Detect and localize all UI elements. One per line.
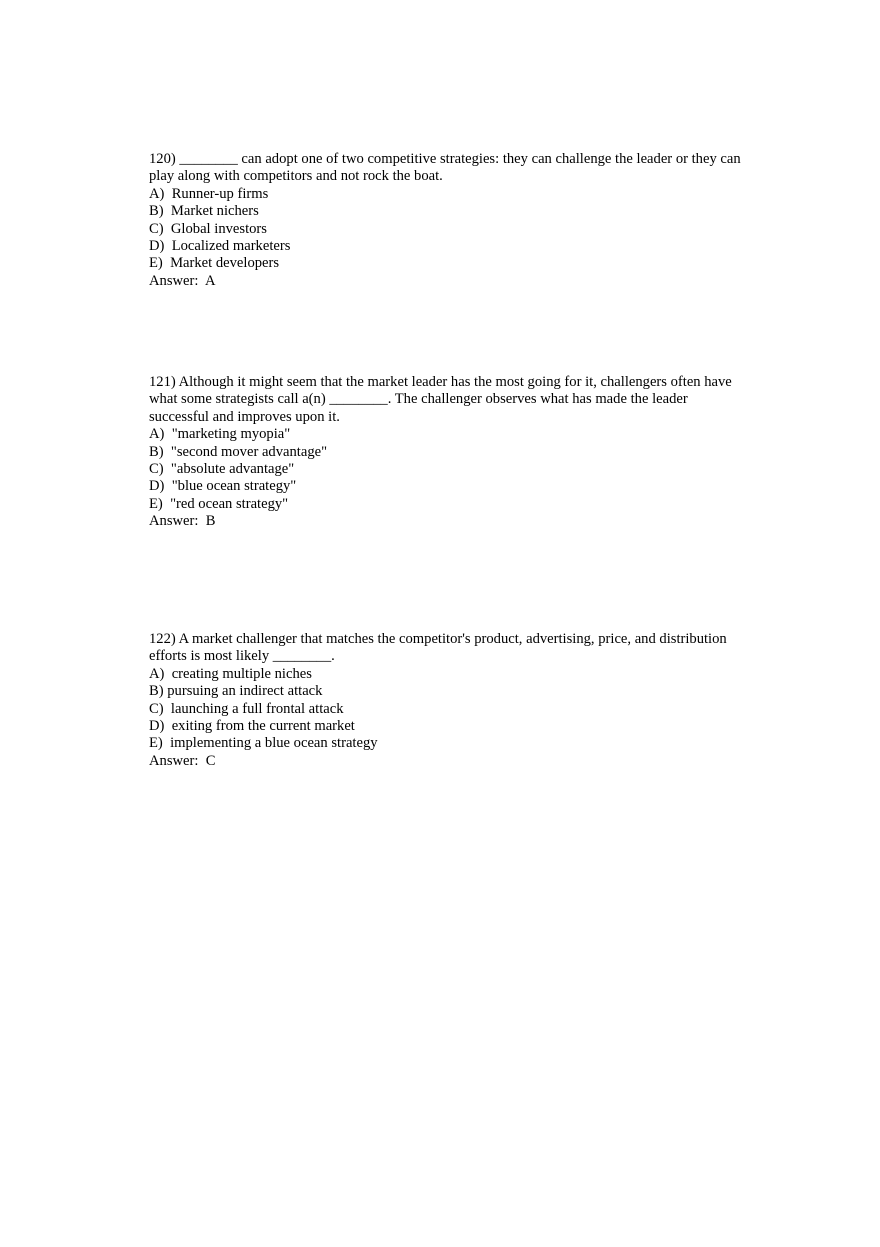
question-stem: 120) ________ can adopt one of two competitive strategies: they can challenge the leader or they can play along with competitors and not rock the boat.: [149, 151, 741, 185]
question-121: [149, 374, 749, 531]
option-a: A) creating multiple niches: [149, 665, 312, 682]
question-120: [149, 151, 749, 290]
option-c: C) "absolute advantage": [149, 461, 295, 478]
option-b: B) Market nichers: [149, 203, 259, 220]
option-c: C) Global investors: [149, 220, 267, 237]
answer-options: [149, 666, 749, 753]
question-stem: 121) Although it might seem that the market leader has the most going for it, challengers often have what some strategists call a(n) ________. The challenger observes what has made the leader successful and improves upon it.: [149, 374, 732, 425]
answer-key: Answer: C: [149, 752, 216, 769]
question-stem: 122) A market challenger that matches the competitor's product, advertising, price, and distribution efforts is most likely ________.: [149, 631, 727, 665]
option-a: A) "marketing myopia": [149, 426, 291, 443]
answer-key: Answer: B: [149, 513, 216, 530]
option-d: D) "blue ocean strategy": [149, 478, 297, 495]
answer-key: Answer: A: [149, 272, 216, 289]
option-b: B) pursuing an indirect attack: [149, 683, 323, 700]
option-b: B) "second mover advantage": [149, 443, 328, 460]
question-122: [149, 631, 749, 770]
option-d: D) Localized marketers: [149, 238, 291, 255]
option-e: E) Market developers: [149, 255, 280, 272]
option-c: C) launching a full frontal attack: [149, 700, 344, 717]
option-d: D) exiting from the current market: [149, 718, 355, 735]
answer-options: [149, 186, 749, 273]
option-e: E) "red ocean strategy": [149, 495, 289, 512]
answer-options: [149, 426, 749, 513]
option-e: E) implementing a blue ocean strategy: [149, 735, 378, 752]
option-a: A) Runner-up firms: [149, 185, 269, 202]
